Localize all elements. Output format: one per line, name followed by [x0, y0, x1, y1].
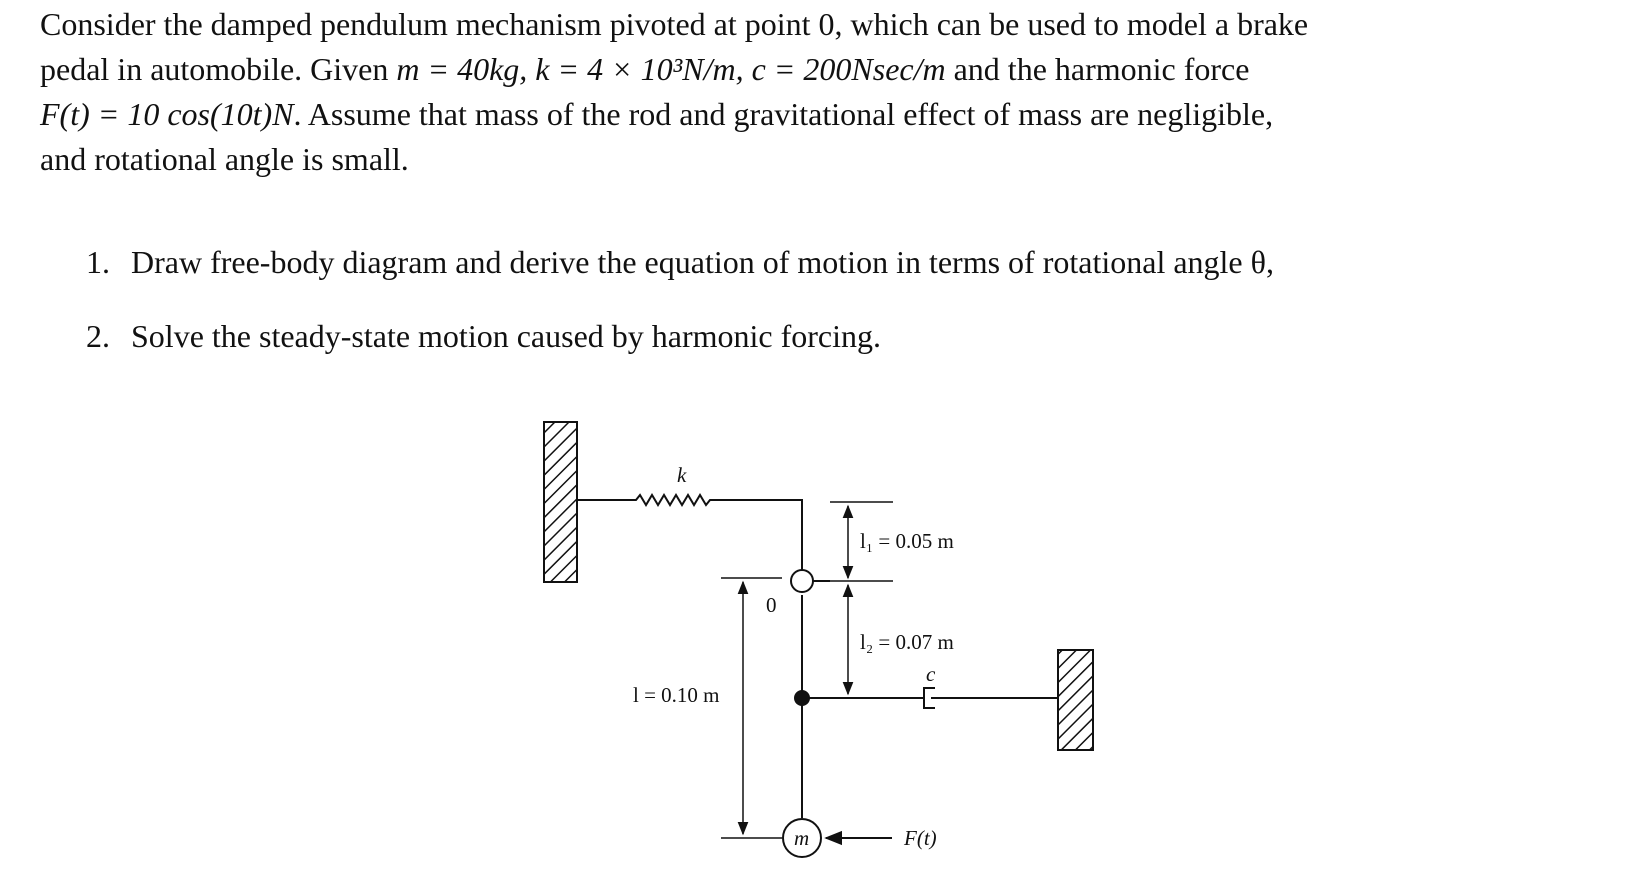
task-text: Solve the steady-state motion caused by harmonic forcing.	[131, 318, 882, 354]
left-wall	[544, 422, 577, 582]
right-wall	[1058, 650, 1093, 750]
damper-label: c	[926, 662, 936, 686]
given-parameters: m = 40kg, k = 4 × 10³N/m, c = 200Nsec/m	[396, 51, 946, 87]
task-number: 2.	[86, 318, 110, 354]
l2-label: l₂ = 0.07 m	[860, 630, 954, 654]
harmonic-force-expression: F(t) = 10 cos(10t)N	[40, 96, 294, 132]
pivot-label: 0	[766, 593, 777, 617]
l1-label: l₁ = 0.05 m	[860, 529, 954, 553]
problem-line-1: Consider the damped pendulum mechanism pivoted at point 0, which can be used to model a brake	[40, 6, 1309, 42]
problem-line-2-pre: pedal in automobile. Given	[40, 51, 397, 87]
problem-line-3-post: . Assume that mass of the rod and gravitational effect of mass are negligible,	[293, 96, 1274, 132]
spring-label: k	[677, 463, 687, 487]
problem-line-2-post: and the harmonic force	[945, 51, 1250, 87]
spring-k	[577, 495, 802, 581]
mass-label: m	[794, 826, 810, 850]
pivot-point	[791, 570, 813, 592]
l-label: l = 0.10 m	[633, 683, 720, 707]
task-number: 1.	[86, 244, 110, 280]
problem-line-4: and rotational angle is small.	[40, 141, 409, 177]
task-text: Draw free-body diagram and derive the equation of motion in terms of rotational angle θ,	[131, 244, 1274, 280]
force-label: F(t)	[904, 826, 937, 850]
